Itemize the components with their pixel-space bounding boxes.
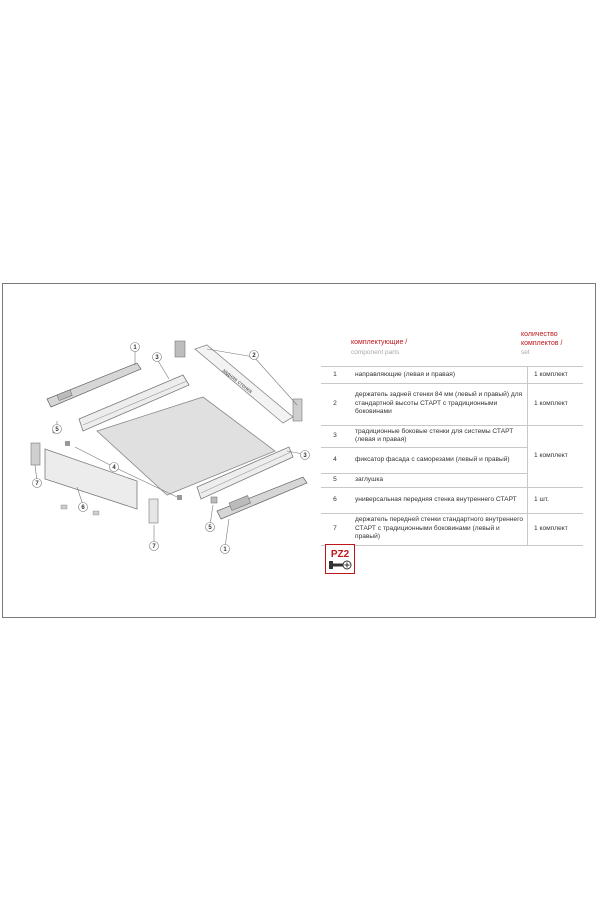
row-number: 2 <box>321 383 349 425</box>
table-header <box>321 326 583 367</box>
content-frame <box>2 283 596 618</box>
row-number: 7 <box>321 513 349 545</box>
components-table <box>321 326 583 546</box>
components-heading-ru: комплектующие / <box>351 339 408 346</box>
row-description: держатель передней стенки стандартного внутреннего СТАРТ с традиционными боковинами (левый и правый) <box>349 513 528 545</box>
components-list <box>321 367 583 546</box>
row-description: направляющие (левая и правая) <box>349 367 528 383</box>
front-holder-right <box>149 499 158 523</box>
row-number: 5 <box>321 473 349 487</box>
row-description: фиксатор фасада с саморезами (левый и правый) <box>349 447 528 473</box>
components-heading-en: component parts <box>351 349 400 356</box>
table-row <box>321 425 583 447</box>
callout-6-label: 6 <box>81 505 85 512</box>
row-quantity: 1 комплект <box>528 425 584 487</box>
callout-4-label: 4 <box>112 465 116 472</box>
row-number: 4 <box>321 447 349 473</box>
callout-7-right-label: 7 <box>152 544 156 551</box>
row-description: держатель задней стенки 84 мм (левый и правый) для стандартной высоты СТАРТ с традиционными боковинами <box>349 383 528 425</box>
row-quantity: 1 комплект <box>528 383 584 425</box>
callout-7-left-label: 7 <box>35 481 39 488</box>
row-number: 6 <box>321 487 349 513</box>
front-panel <box>45 449 137 512</box>
pz2-badge <box>325 544 355 574</box>
callout-5-left-label: 5 <box>55 427 59 434</box>
callout-1-top-label: 1 <box>133 345 137 352</box>
row-description: заглушка <box>349 473 528 487</box>
callout-1-bottom-label: 1 <box>223 547 227 554</box>
front-holder-left <box>31 443 40 465</box>
pz2-label: PZ2 <box>330 549 350 560</box>
drawer-exploded-diagram <box>17 319 317 609</box>
table-row <box>321 513 583 545</box>
row-quantity: 1 комплект <box>528 367 584 383</box>
row-description: традиционные боковые стенки для системы СТАРТ (левая и правая) <box>349 425 528 447</box>
back-wall-label: задняя стенка <box>220 367 253 395</box>
callout-2-label: 2 <box>252 353 256 360</box>
callout-3-right-label: 3 <box>303 453 307 460</box>
callout-5-right-label: 5 <box>208 525 212 532</box>
row-number: 1 <box>321 367 349 383</box>
table-row <box>321 367 583 383</box>
table-row <box>321 487 583 513</box>
row-number: 3 <box>321 425 349 447</box>
quantity-heading-en: set <box>521 349 530 356</box>
cap-right <box>211 497 217 503</box>
quantity-heading-ru: количество комплектов / <box>521 331 563 347</box>
table-row <box>321 383 583 425</box>
callout-3-top-label: 3 <box>155 355 159 362</box>
back-holder-left <box>175 341 185 357</box>
row-quantity: 1 шт. <box>528 487 584 513</box>
row-description: универсальная передняя стенка внутреннего СТАРТ <box>349 487 528 513</box>
row-quantity: 1 комплект <box>528 513 584 545</box>
